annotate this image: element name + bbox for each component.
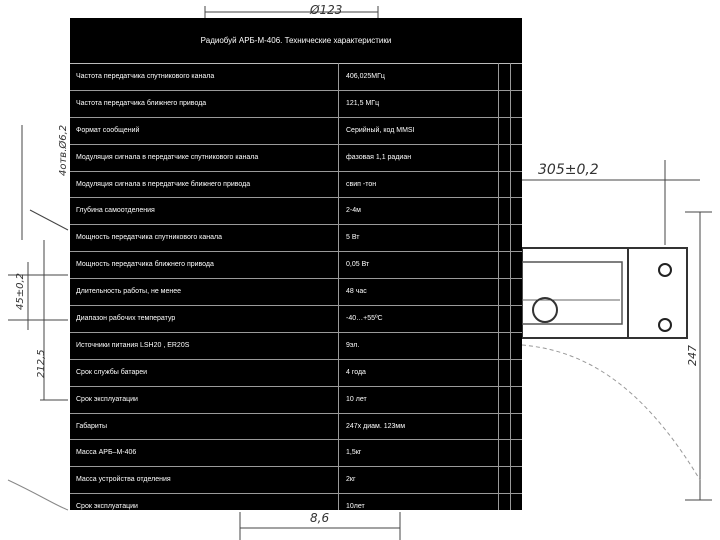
parameter-cell: Модуляция сигнала в передатчике ближнего привода xyxy=(76,180,251,188)
value-cell: 48 час xyxy=(346,288,367,296)
table-row xyxy=(70,172,522,199)
table-title: Радиобуй АРБ-М-406. Технические характеристики xyxy=(70,18,522,64)
parameter-cell: Масса устройства отделения xyxy=(76,476,171,484)
parameter-cell: Формат сообщений xyxy=(76,126,140,134)
table-row xyxy=(70,252,522,279)
left-dim-low: 212,5 xyxy=(36,349,47,378)
table-row xyxy=(70,91,522,118)
height-label: 247 xyxy=(686,345,699,366)
column-divider xyxy=(510,63,511,510)
table-row xyxy=(70,387,522,414)
value-cell: 247х диам. 123мм xyxy=(346,422,406,430)
value-cell: Серийный, код MMSI xyxy=(346,126,415,134)
parameter-cell: Срок службы батареи xyxy=(76,368,148,376)
table-row xyxy=(70,306,522,333)
value-cell: 9эл. xyxy=(346,341,360,349)
table-row xyxy=(70,333,522,360)
parameter-cell: Срок эксплуатации xyxy=(76,503,138,511)
left-dim-mid: 45±0,2 xyxy=(15,272,26,310)
spec-table xyxy=(70,18,522,510)
diameter-label: Ø123 xyxy=(310,3,343,17)
width-label: 305±0,2 xyxy=(538,162,599,178)
value-cell: -40…+55ºС xyxy=(346,315,383,323)
value-cell: 4 года xyxy=(346,368,366,376)
value-cell: 2-4м xyxy=(346,207,361,215)
parameter-cell: Габариты xyxy=(76,422,108,430)
table-row xyxy=(70,414,522,441)
parameter-cell: Диапазон рабочих температур xyxy=(76,315,176,323)
table-body xyxy=(70,64,522,521)
value-cell: 2кг xyxy=(346,476,356,484)
table-row xyxy=(70,494,522,521)
parameter-cell: Срок эксплуатации xyxy=(76,395,138,403)
value-cell: 10 лет xyxy=(346,395,367,403)
table-row xyxy=(70,440,522,467)
value-cell: 121,5 МГц xyxy=(346,99,380,107)
value-cell: фазовая 1,1 радиан xyxy=(346,153,412,161)
value-cell: 406,025МГц xyxy=(346,73,385,80)
left-dim-top: 4отв.Ø6,2 xyxy=(58,124,69,176)
value-cell: свип -тон xyxy=(346,180,377,188)
column-divider xyxy=(338,63,339,510)
value-cell: 1,5кг xyxy=(346,449,362,457)
table-row xyxy=(70,64,522,91)
table-row xyxy=(70,467,522,494)
value-cell: 5 Вт xyxy=(346,234,360,242)
column-divider xyxy=(498,63,499,510)
parameter-cell: Источники питания LSH20 , ER20S xyxy=(76,341,190,349)
table-row xyxy=(70,279,522,306)
value-cell: 10лет xyxy=(346,503,365,511)
table-row xyxy=(70,145,522,172)
parameter-cell: Частота передатчика ближнего привода xyxy=(76,99,207,107)
table-row xyxy=(70,360,522,387)
parameter-cell: Мощность передатчика спутникового канала xyxy=(76,234,222,242)
parameter-cell: Масса АРБ–М-406 xyxy=(76,449,137,457)
parameter-cell: Глубина самоотделения xyxy=(76,207,155,215)
table-row xyxy=(70,118,522,145)
bottom-label: 8,6 xyxy=(310,511,330,525)
parameter-cell: Мощность передатчика ближнего привода xyxy=(76,261,214,269)
value-cell: 0,05 Вт xyxy=(346,261,370,269)
parameter-cell: Длительность работы, не менее xyxy=(76,288,182,296)
parameter-cell: Частота передатчика спутникового канала xyxy=(76,73,215,80)
table-row xyxy=(70,225,522,252)
table-row xyxy=(70,198,522,225)
parameter-cell: Модуляция сигнала в передатчике спутникового канала xyxy=(76,153,259,161)
